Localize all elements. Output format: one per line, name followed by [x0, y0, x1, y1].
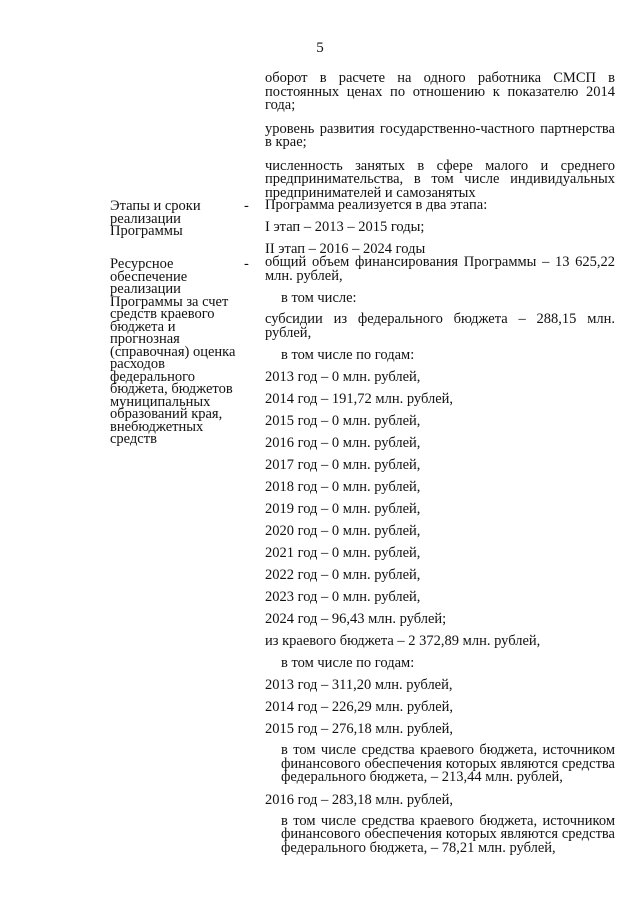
federal-year-item: 2019 год – 0 млн. рублей,: [265, 501, 421, 517]
total-funding: общий объем финансирования Программы – 13 625,22 млн. рублей,: [265, 254, 615, 284]
resources-body: [265, 256, 615, 863]
stages-label: Этапы и сроки реализации Программы: [110, 198, 201, 239]
stages-line: II этап – 2016 – 2024 годы: [265, 241, 426, 257]
resources-label: Ресурсное обеспечение реализации Программы за счет средств краевого бюджета и прогнозная (справочная) оценка расходов федерального бюджета, бюджетов муниципальных образований края, внебюджетных средств: [110, 256, 236, 447]
federal-year-item: 2015 год – 0 млн. рублей,: [265, 413, 421, 429]
including-label: в том числе:: [281, 290, 357, 306]
federal-year-item: 2016 год – 0 млн. рублей,: [265, 435, 421, 451]
federal-year-item: 2023 год – 0 млн. рублей,: [265, 589, 421, 605]
indicator-item: оборот в расчете на одного работника СМСП в постоянных ценах по отношению к показателю 2014 года;: [265, 70, 615, 113]
indicator-item: уровень развития государственно-частного партнерства в крае;: [265, 120, 615, 150]
page-number: 5: [316, 40, 324, 56]
indicators-continuation: [265, 72, 615, 210]
indicator-item: численность занятых в сфере малого и среднего предпринимательства, в том числе индивидуальных предпринимателей и самозанятых: [265, 157, 615, 201]
federal-year-item: 2014 год – 191,72 млн. рублей,: [265, 391, 454, 407]
federal-year-item: 2022 год – 0 млн. рублей,: [265, 567, 421, 583]
federal-subsidies: субсидии из федерального бюджета – 288,15 млн. рублей,: [265, 311, 615, 341]
federal-year-item: 2017 год – 0 млн. рублей,: [265, 457, 421, 473]
stages-dash: -: [244, 198, 249, 214]
federal-year-item: 2013 год – 0 млн. рублей,: [265, 369, 421, 385]
federal-year-item: 2021 год – 0 млн. рублей,: [265, 545, 421, 561]
regional-year-note: в том числе средства краевого бюджета, источником финансового обеспечения которых являются средства федерального бюджета, – 213,44 млн. рублей,: [281, 742, 615, 785]
stages-line: Программа реализуется в два этапа:: [265, 197, 488, 213]
by-years-label: в том числе по годам:: [281, 347, 415, 363]
regional-year-item: 2016 год – 283,18 млн. рублей,: [265, 791, 454, 808]
resources-dash: -: [244, 256, 249, 272]
regional-year-item: 2014 год – 226,29 млн. рублей,: [265, 699, 454, 715]
regional-year-item: 2015 год – 276,18 млн. рублей,: [265, 721, 454, 737]
federal-year-item: 2020 год – 0 млн. рублей,: [265, 523, 421, 539]
federal-year-item: 2018 год – 0 млн. рублей,: [265, 479, 421, 495]
regional-year-item: 2013 год – 311,20 млн. рублей,: [265, 677, 453, 693]
by-years-label: в том числе по годам:: [281, 655, 415, 671]
federal-year-item: 2024 год – 96,43 млн. рублей;: [265, 611, 447, 627]
regional-budget: из краевого бюджета – 2 372,89 млн. рублей,: [265, 633, 541, 649]
stages-line: I этап – 2013 – 2015 годы;: [265, 219, 425, 235]
regional-year-note: в том числе средства краевого бюджета, источником финансового обеспечения которых являются средства федерального бюджета, – 78,21 млн. рублей,: [281, 812, 615, 856]
